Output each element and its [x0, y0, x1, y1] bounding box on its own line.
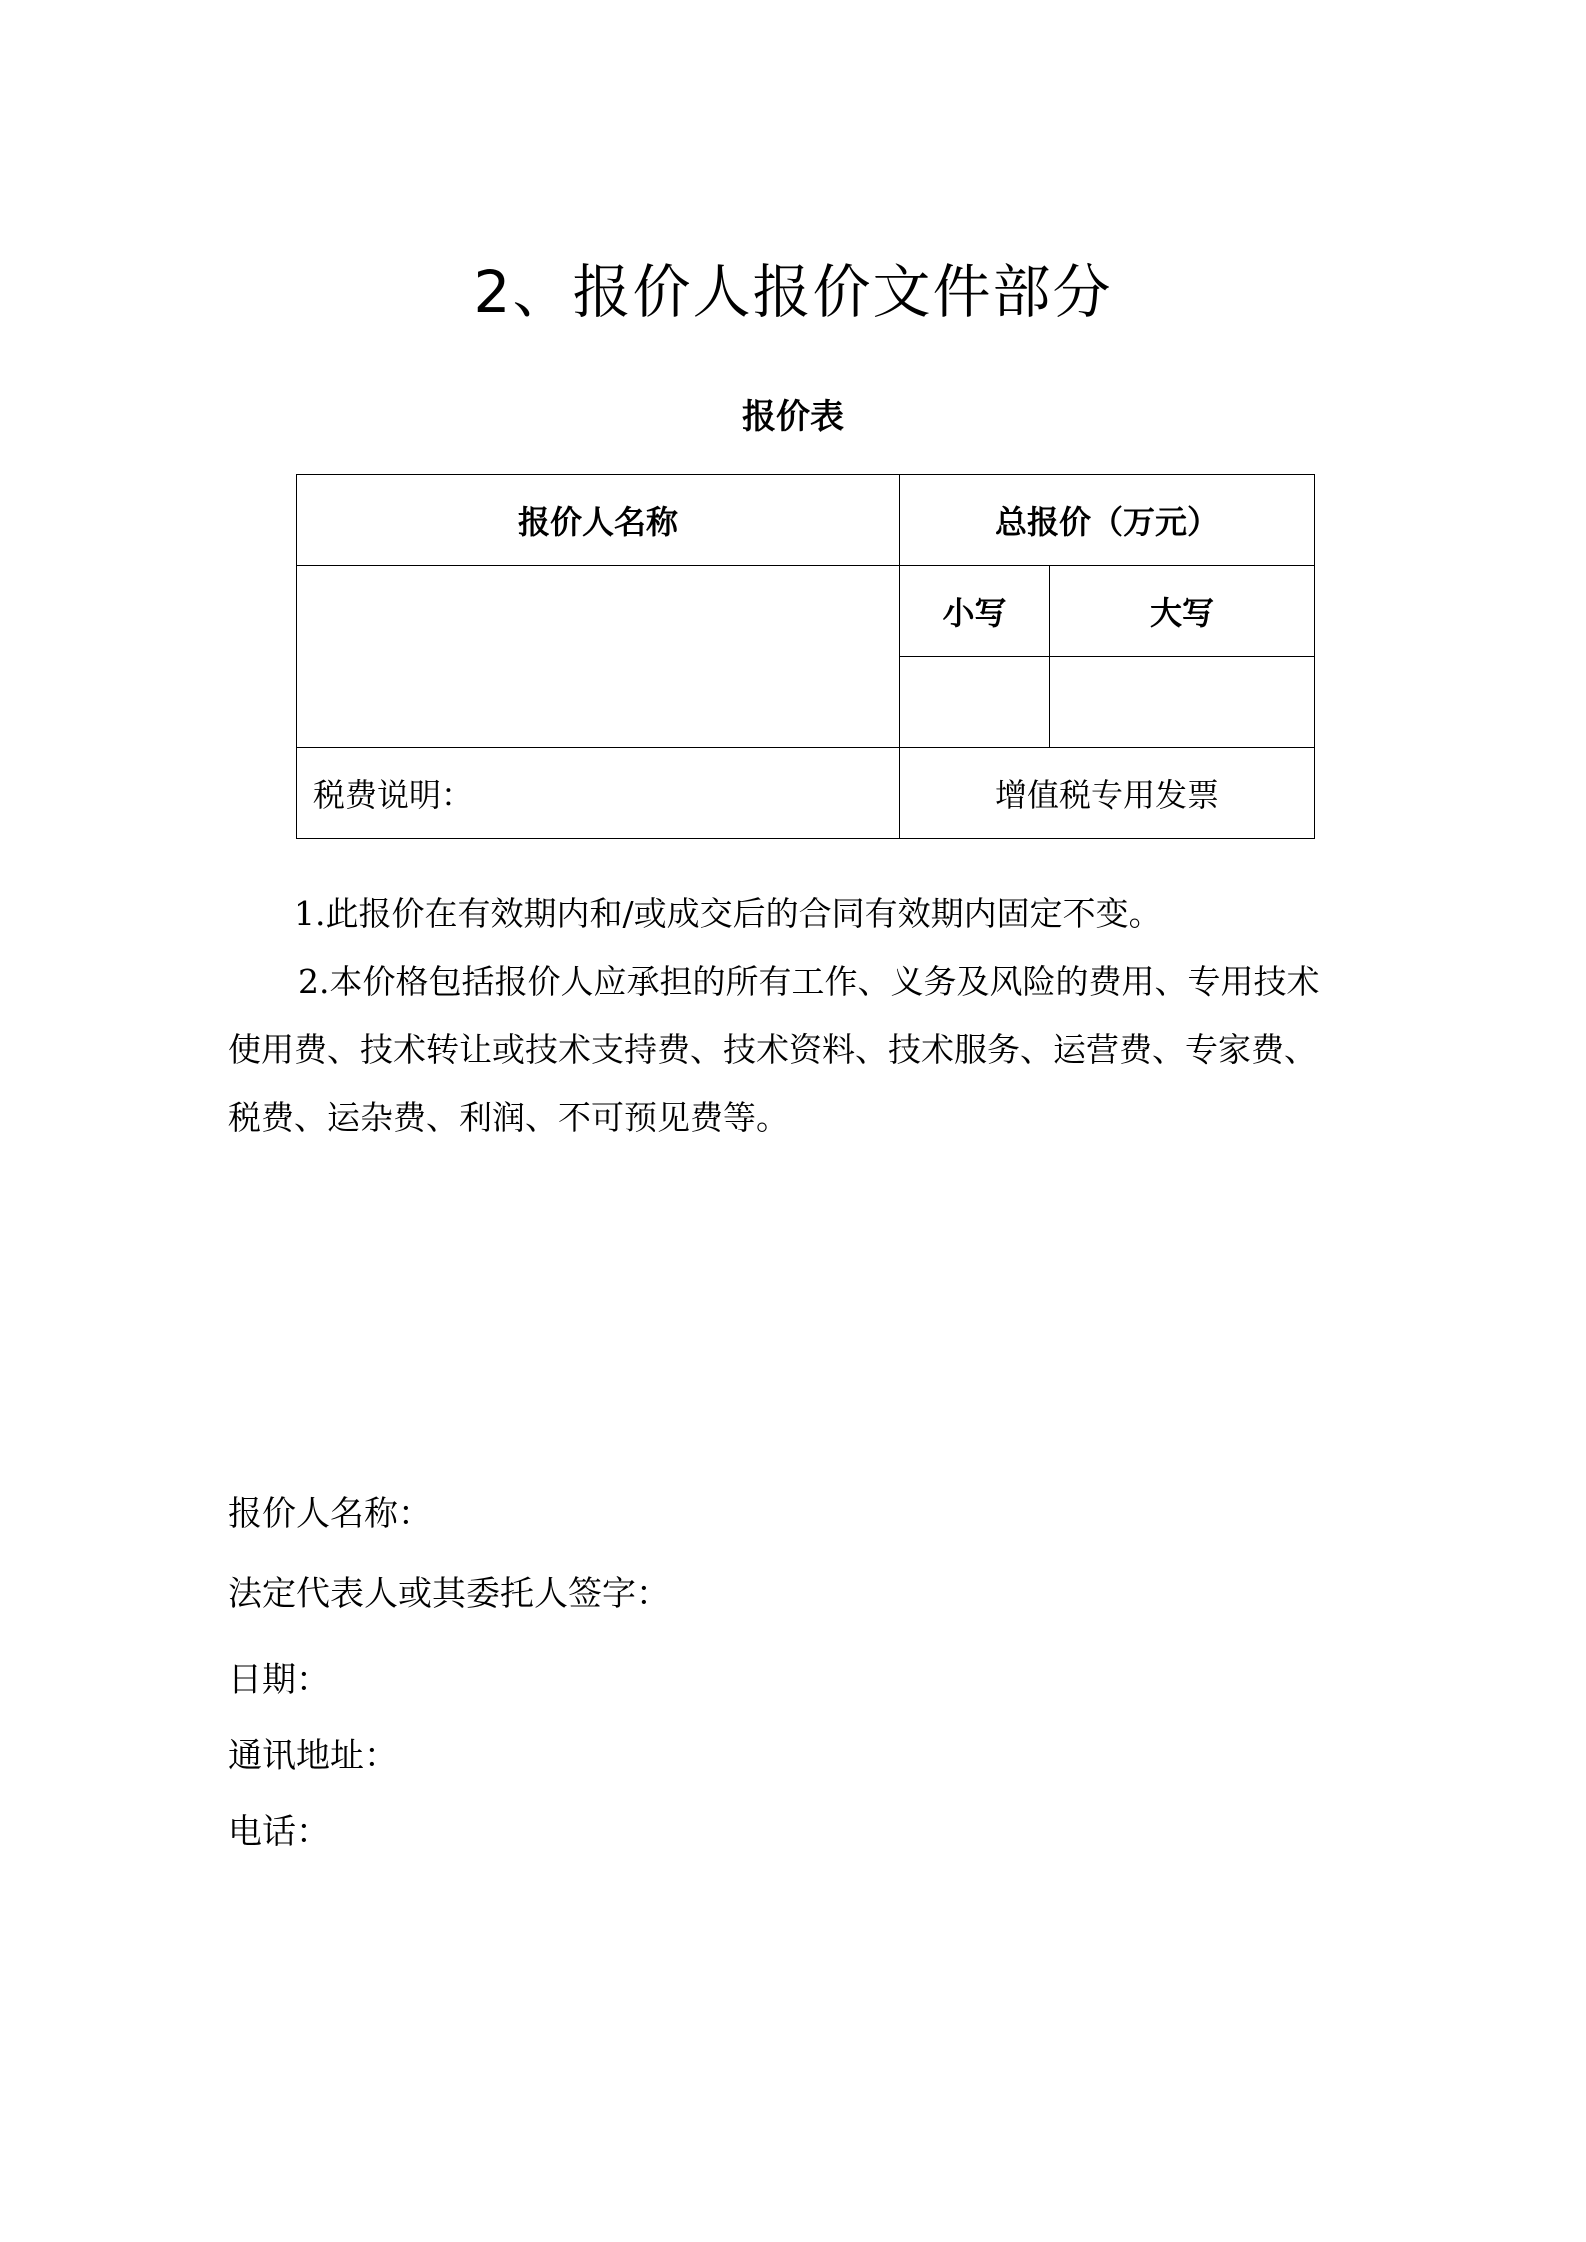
tax-label-cell: 税费说明：	[297, 748, 900, 839]
footer-date-label: 日期：	[228, 1660, 330, 1700]
header-lowercase: 小写	[900, 566, 1050, 657]
header-bidder-name: 报价人名称	[297, 475, 900, 566]
tax-value-cell: 增值税专用发票	[900, 748, 1315, 839]
header-uppercase: 大写	[1050, 566, 1315, 657]
footer-address-label: 通讯地址：	[228, 1736, 398, 1776]
uppercase-value-cell	[1050, 657, 1315, 748]
footer-phone-label: 电话：	[228, 1812, 330, 1852]
quote-table	[296, 474, 1315, 839]
page-title: 2、报价人报价文件部分	[473, 258, 1113, 326]
table-title: 报价表	[742, 397, 844, 437]
note-1: 1.此报价在有效期内和/或成交后的合同有效期内固定不变。	[294, 894, 1162, 933]
bidder-name-cell	[297, 566, 900, 748]
lowercase-value-cell	[900, 657, 1050, 748]
footer-signature-label: 法定代表人或其委托人签字：	[228, 1574, 670, 1614]
footer-bidder-name-label: 报价人名称：	[228, 1494, 432, 1534]
header-total-price: 总报价（万元）	[900, 475, 1315, 566]
note-2: 2.本价格包括报价人应承担的所有工作、义务及风险的费用、专用技术使用费、技术转让或技术支持费、技术资料、技术服务、运营费、专家费、税费、运杂费、利润、不可预见费等。	[228, 962, 1320, 1137]
table-tax-row	[297, 748, 1315, 839]
table-subheader-row	[297, 566, 1315, 657]
table-header-row	[297, 475, 1315, 566]
